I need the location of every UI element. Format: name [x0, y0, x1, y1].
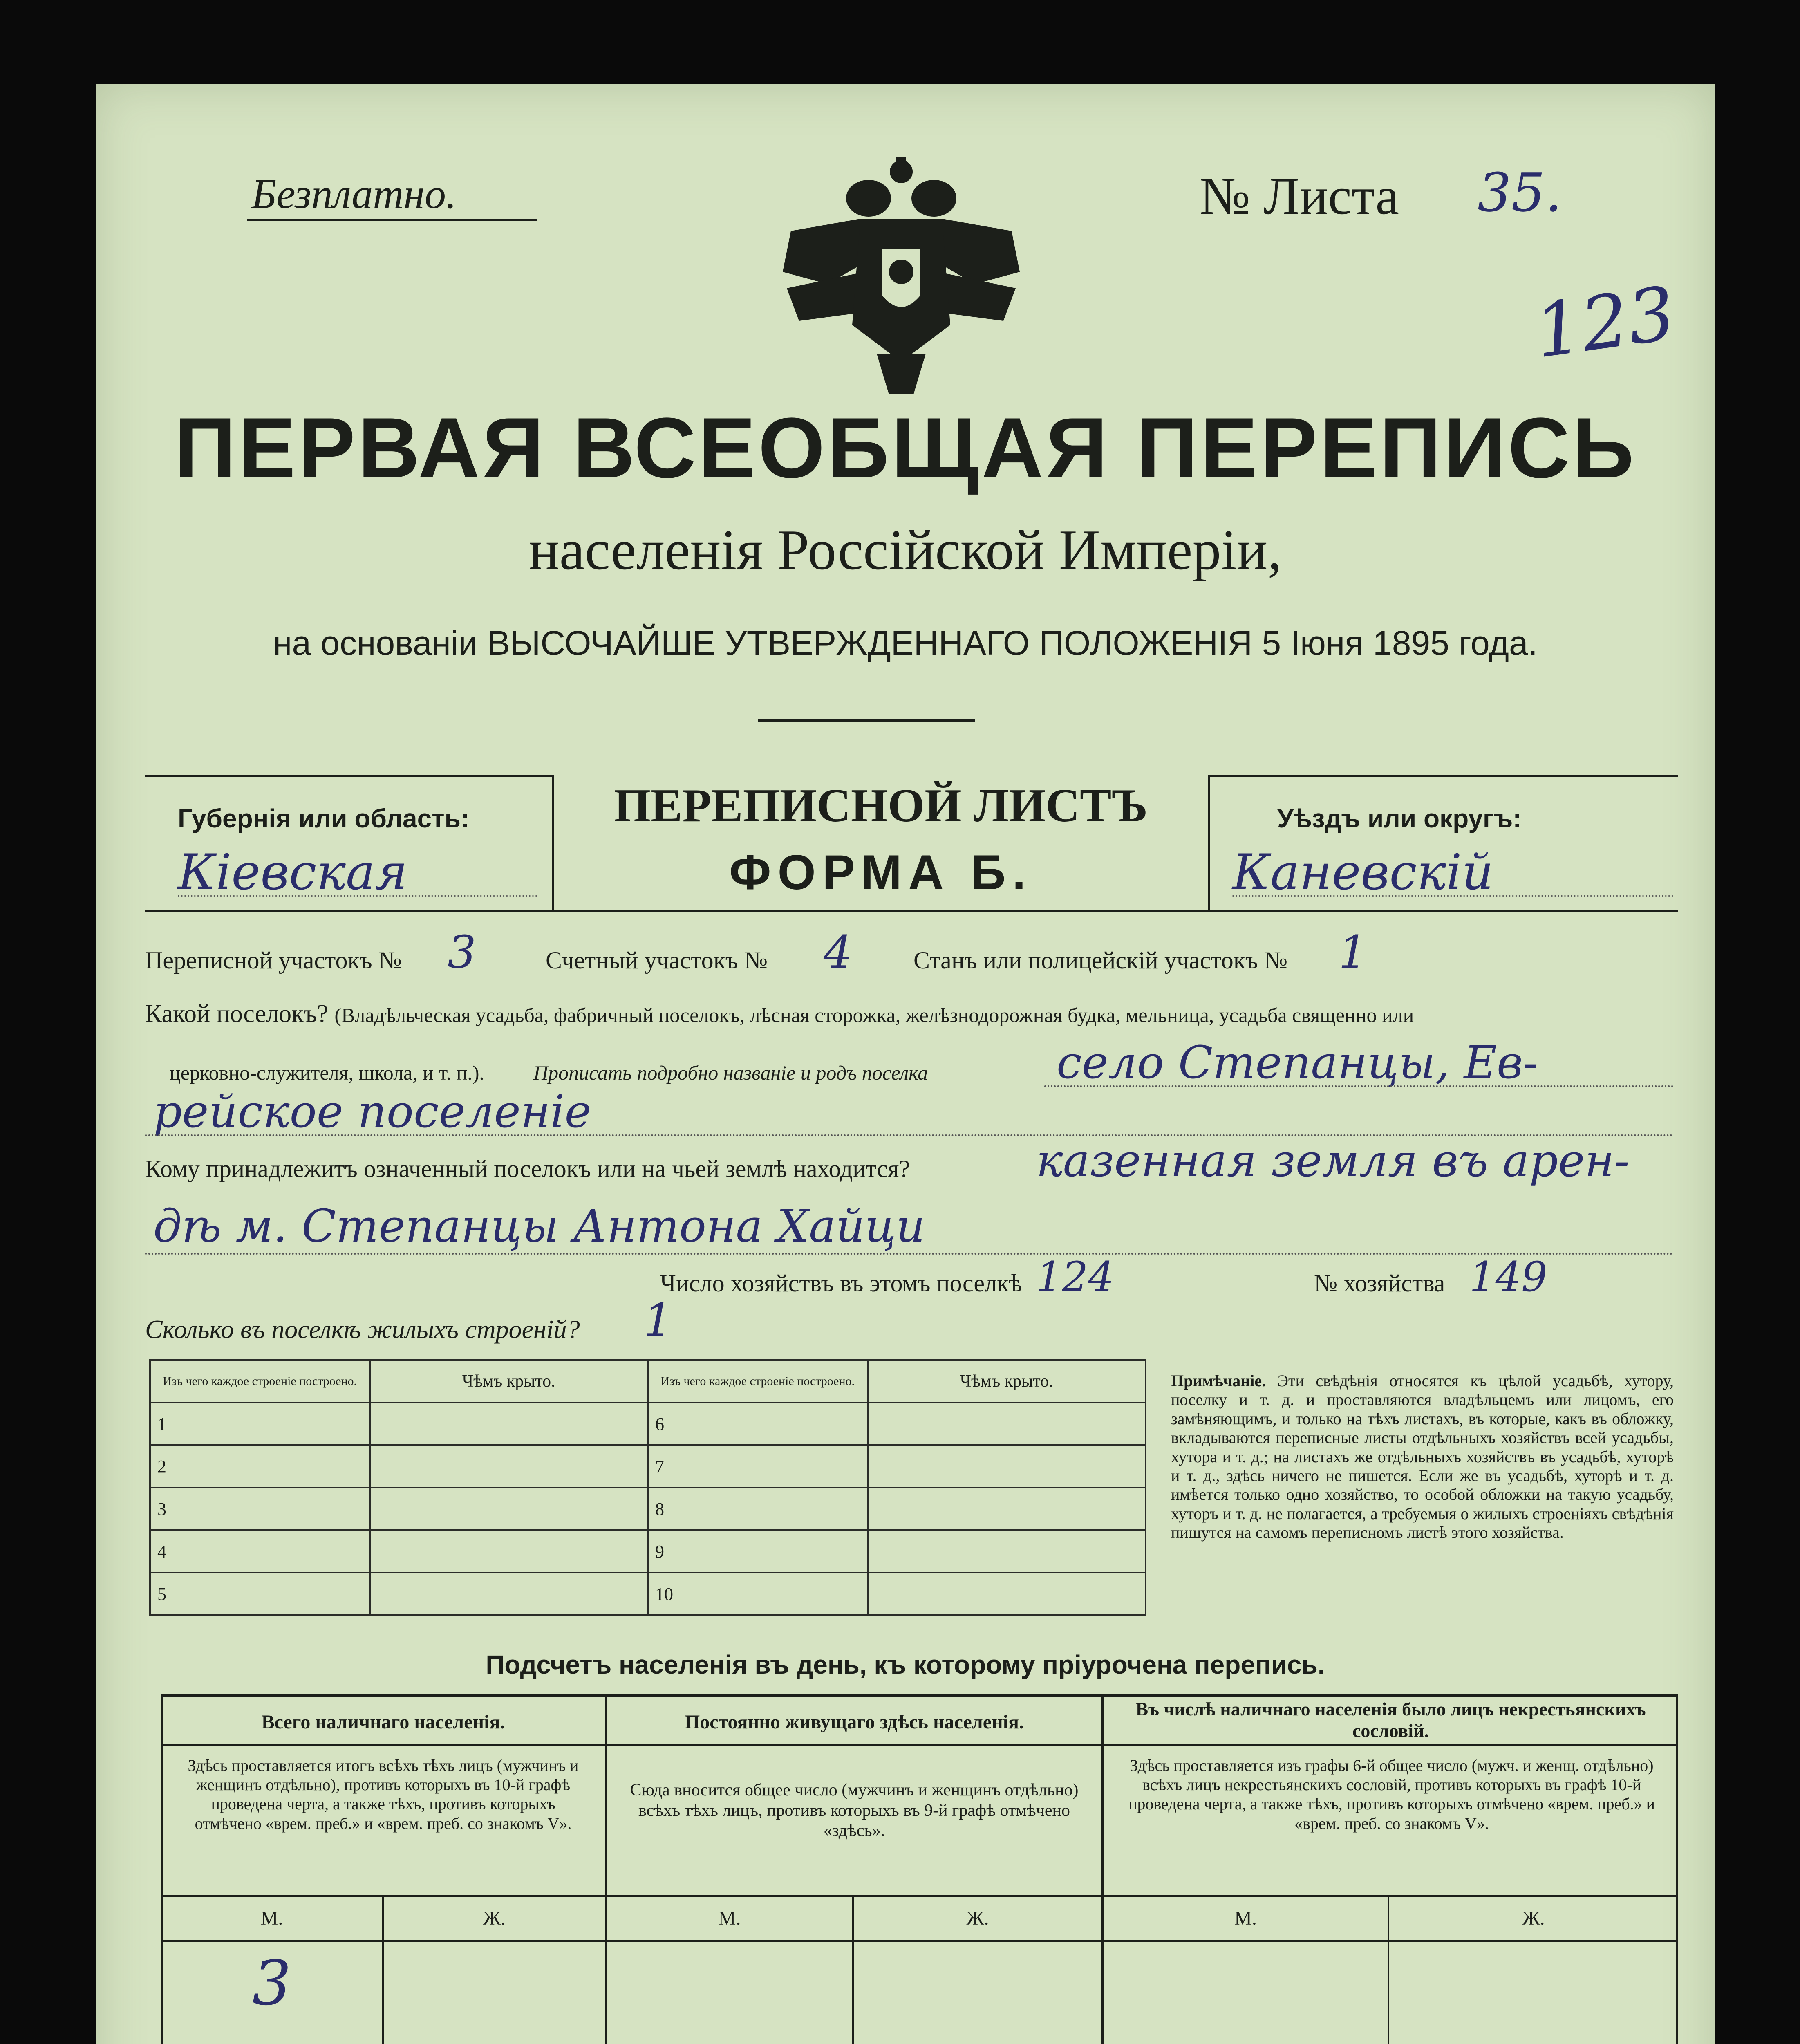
cell [370, 1488, 648, 1530]
row-num: 7 [648, 1445, 868, 1488]
row-num: 2 [150, 1445, 370, 1488]
household-no-value: 149 [1469, 1253, 1547, 1301]
note-text: Эти свѣдѣнія относятся къ цѣлой усадьбѣ, хутору, поселку и т. д. и проставляются владѣльцемъ или лицомъ, его замѣняющимъ, и только на тѣхъ листахъ, въ которые, какъ въ обложку, вкладываются переписные листы отдѣльныхъ хозяйствъ всей усадьбы, хутора и т. д.; на листахъ же отдѣльныхъ хозяйствъ въ усадьбѣ, хуторѣ и т. д., здѣсь ничего не пишется. Если же въ усадьбѣ, хуторѣ и т. д. имѣется только одно хозяйство, то особой обложки на такую усадьбу, хуторъ и т. д. не полагается, а требуемыя о жилыхъ строеніяхъ свѣдѣнія пишутся на самомъ переписномъ листѣ этого хозяйства. [1171, 1372, 1674, 1542]
count-col2-head: Постоянно живущаго здѣсь населенія. [684, 1711, 1024, 1733]
cell [370, 1445, 648, 1488]
schetny-value: 4 [824, 926, 852, 978]
count-table [161, 1694, 1678, 2044]
buildings-value: 1 [644, 1294, 672, 1346]
uezd-box-top [1208, 775, 1678, 777]
main-title: ПЕРВАЯ ВСЕОБЩАЯ ПЕРЕПИСЬ [174, 400, 1637, 496]
count-col1-desc: Здѣсь проставляется итогъ всѣхъ тѣхъ лицъ (мужчинъ и женщинъ отдѣльно), противъ которыхъ въ 10-й графѣ проведена черта, а также тѣхъ, противъ которыхъ отмѣчено «врем. преб.» и «врем. преб. со знакомъ V». [188, 1756, 579, 1833]
count-col2-desc: Сюда вносится общее число (мужчинъ и женщинъ отдѣльно) всѣхъ тѣхъ лицъ, противъ которыхъ въ 9-й графѣ отмѣчено «здѣсь». [630, 1781, 1079, 1840]
col1-m-label: М. [260, 1907, 283, 1929]
cell [868, 1488, 1146, 1530]
guberniya-rule [178, 895, 537, 897]
count-col3-head: Въ числѣ наличнаго населенія было лицъ некрестьянскихъ сословій. [1135, 1699, 1646, 1741]
owner-rule [145, 1253, 1674, 1255]
corner-number: 123 [1529, 271, 1681, 375]
count-desc-rule [161, 1895, 1678, 1897]
poselok-hint-2: церковно-служителя, школа, и т. п.). [170, 1061, 484, 1084]
stan-label: Станъ или полицейскій участокъ № [913, 947, 1288, 974]
cell [370, 1403, 648, 1445]
cell [868, 1445, 1146, 1488]
col3-m-label: М. [1234, 1907, 1257, 1929]
poselok-label: Какой поселокъ? [145, 1000, 328, 1028]
perepis-uchastok-value: 3 [448, 926, 476, 978]
household-no-label: № хозяйства [1314, 1270, 1445, 1297]
col3-zh-label: Ж. [1522, 1907, 1545, 1929]
note-title: Примѣчаніе. [1171, 1372, 1266, 1390]
stan-value: 1 [1339, 926, 1367, 978]
buildings-col-material: Изъ чего каждое строеніе построено. [150, 1360, 370, 1403]
count-divider-2 [1101, 1694, 1104, 2044]
owner-value-2: дѣ м. Степанцы Антона Хайци [153, 1200, 925, 1252]
form-center-form: ФОРМА Б. [729, 845, 1032, 900]
subtitle: населенія Россійской Имперіи, [528, 518, 1282, 582]
households-label: Число хозяйствъ въ этомъ поселкѣ [660, 1270, 1022, 1297]
count-divider-1 [605, 1694, 607, 2044]
count-col1-head: Всего наличнаго населенія. [261, 1711, 505, 1733]
cell [868, 1573, 1146, 1615]
guberniya-box-top [145, 775, 554, 777]
poselok-value-1: село Степанцы, Ев- [1057, 1036, 1538, 1089]
cell [370, 1530, 648, 1573]
uezd-box-left [1208, 775, 1210, 910]
imperial-eagle-icon [766, 149, 1036, 403]
schetny-label: Счетный участокъ № [546, 947, 768, 974]
uezd-rule [1232, 895, 1674, 897]
poselok-instruction: Прописать подробно названіе и родъ поселка [533, 1061, 928, 1084]
buildings-label: Сколько въ поселкѣ жилыхъ строеній? [145, 1315, 580, 1344]
basis-line: на основаніи ВЫСОЧАЙШЕ УТВЕРЖДЕННАГО ПОЛОЖЕНІЯ 5 Іюня 1895 года. [273, 624, 1538, 662]
cell [868, 1403, 1146, 1445]
row-num: 6 [648, 1403, 868, 1445]
cell [868, 1530, 1146, 1573]
row-num: 10 [648, 1573, 868, 1615]
cell [370, 1573, 648, 1615]
buildings-table [149, 1359, 1146, 1616]
count-title: Подсчетъ населенія въ день, къ которому пріурочена перепись. [486, 1650, 1325, 1679]
free-label: Безплатно. [251, 170, 457, 217]
row-num: 9 [648, 1530, 868, 1573]
sheet-number-label: № Листа [1200, 167, 1399, 226]
row-num: 5 [150, 1573, 370, 1615]
poselok-hint-1: (Владѣльческая усадьба, фабричный поселокъ, лѣсная сторожка, желѣзнодорожная будка, мельница, усадьба священно или [334, 1004, 1414, 1026]
guberniya-label: Губернія или область: [178, 804, 470, 833]
uezd-label: Уѣздъ или округъ: [1277, 804, 1522, 833]
count-mz-rule [161, 1940, 1678, 1942]
poselok-rule-1 [1044, 1085, 1674, 1087]
count-head-rule [161, 1744, 1678, 1746]
col1-zh-label: Ж. [483, 1907, 506, 1929]
col1-m-value: 3 [252, 1948, 291, 2019]
poselok-value-2: рейское поселеніе [153, 1085, 591, 1138]
count-col3-desc: Здѣсь проставляется изъ графы 6-й общее число (мужч. и женщ. отдѣльно) всѣхъ лицъ некрестьянскихъ сословій, противъ которыхъ въ графѣ 10-й проведена черта, а также тѣхъ, противъ которыхъ отмѣчено «врем. преб.» и «врем. преб. со знакомъ V». [1128, 1756, 1655, 1833]
uezd-value: Каневскій [1232, 844, 1493, 901]
col2-zh-label: Ж. [966, 1907, 989, 1929]
row-num: 1 [150, 1403, 370, 1445]
col2-m-label: М. [718, 1907, 741, 1929]
row-num: 8 [648, 1488, 868, 1530]
buildings-col-material-2: Изъ чего каждое строеніе построено. [648, 1360, 868, 1403]
note-block [1171, 1372, 1674, 1542]
free-label-underline [247, 219, 537, 221]
buildings-col-roof: Чѣмъ крыто. [370, 1360, 648, 1403]
title-divider [758, 719, 975, 722]
perepis-uchastok-label: Переписной участокъ № [145, 947, 402, 974]
guberniya-value: Кіевская [178, 844, 407, 901]
form-center-title: ПЕРЕПИСНОЙ ЛИСТЪ [613, 780, 1148, 832]
form-header-bottom [145, 910, 1678, 912]
households-value: 124 [1036, 1253, 1114, 1301]
owner-value-1: казенная земля въ арен- [1036, 1134, 1630, 1187]
row-num: 3 [150, 1488, 370, 1530]
buildings-col-roof-2: Чѣмъ крыто. [868, 1360, 1146, 1403]
census-sheet [96, 84, 1715, 2044]
sheet-number-value: 35. [1478, 161, 1562, 224]
owner-label: Кому принадлежитъ означенный поселокъ или на чьей землѣ находится? [145, 1155, 910, 1182]
row-num: 4 [150, 1530, 370, 1573]
